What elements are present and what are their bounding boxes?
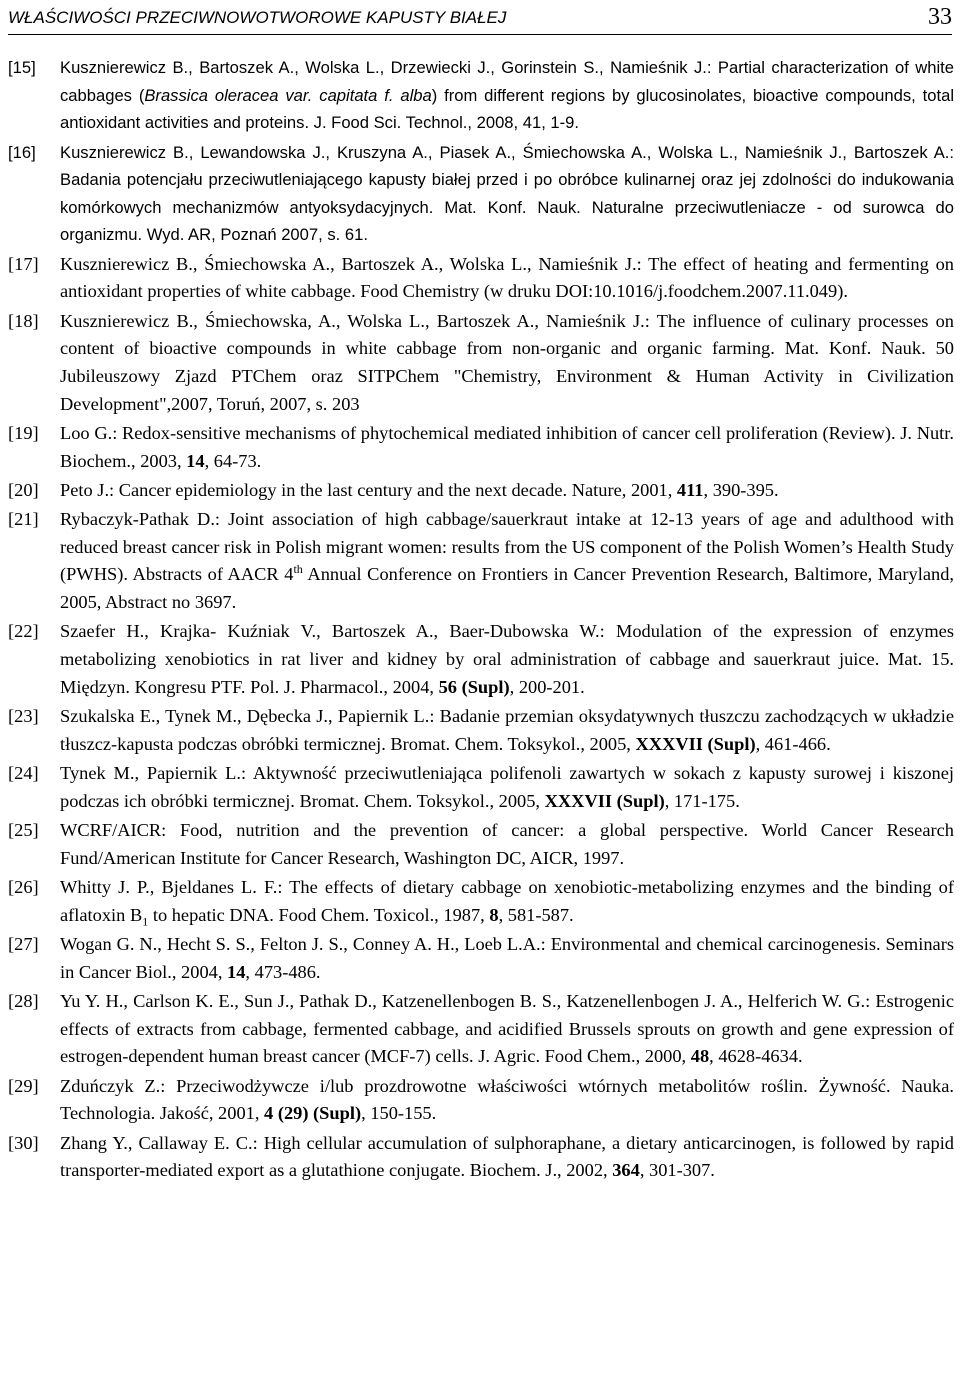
reference-number: [20] [8,479,39,500]
reference-18: [18] Kusznierewicz B., Śmiechowska, A., Wolska L., Bartoszek A., Namieśnik J.: The influence of culinary processes on content of bioactive compounds in white cabbage from non-organic and organic farming. Mat. Konf. Nauk. 50 Jubileuszowy Zjazd PTChem oraz SITPChem "Chemistry, Environment & Human Activity in Civilization Development",2007, Toruń, 2007, s. 203 [8,308,954,418]
reference-24: [24] Tynek M., Papiernik L.: Aktywność przeciwutleniająca polifenoli zawartych w sokach z kapusty surowej i kiszonej podczas ich obróbki termicznej. Bromat. Chem. Toksykol., 2005, XXXVII (Supl), 171-175. [8,760,954,815]
page-number: 33 [928,4,952,30]
reference-number: [23] [8,706,39,727]
reference-number: [24] [8,763,39,784]
reference-number: [22] [8,621,39,642]
reference-29: [29] Zduńczyk Z.: Przeciwodżywcze i/lub prozdrowotne właściwości wtórnych metabolitów roślin. Żywność. Nauka. Technologia. Jakość, 2001, 4 (29) (Supl), 150-155. [8,1073,954,1128]
reference-27: [27] Wogan G. N., Hecht S. S., Felton J. S., Conney A. H., Loeb L.A.: Environmental and chemical carcinogenesis. Seminars in Cancer Biol., 2004, 14, 473-486. [8,931,954,986]
reference-28: [28] Yu Y. H., Carlson K. E., Sun J., Pathak D., Katzenellenbogen B. S., Katzenellenbogen J. A., Helferich W. G.: Estrogenic effects of extracts from cabbage, fermented cabbage, and acidified Brussels sprouts on growth and gene expression of estrogen-dependent human breast cancer (MCF-7) cells. J. Agric. Food Chem., 2000, 48, 4628-4634. [8,988,954,1071]
reference-number: [18] [8,310,39,331]
reference-number: [28] [8,990,39,1011]
reference-25: [25] WCRF/AICR: Food, nutrition and the prevention of cancer: a global perspective. World Cancer Research Fund/American Institute for Cancer Research, Washington DC, AICR, 1997. [8,817,954,872]
reference-19: [19] Loo G.: Redox-sensitive mechanisms of phytochemical mediated inhibition of cancer cell proliferation (Review). J. Nutr. Biochem., 2003, 14, 64-73. [8,420,954,475]
reference-number: [26] [8,876,39,897]
reference-30: [30] Zhang Y., Callaway E. C.: High cellular accumulation of sulphoraphane, a dietary anticarcinogen, is followed by rapid transporter-mediated export as a glutathione conjugate. Biochem. J., 2002, 364, 301-307. [8,1130,954,1185]
reference-15: [15] Kusznierewicz B., Bartoszek A., Wolska L., Drzewiecki J., Gorinstein S., Namieśnik J.: Partial characterization of white cabbages (Brassica oleracea var. capitata f. alba) from different regions by glucosinolates, bioactive compounds, total antioxidant activities and proteins. J. Food Sci. Technol., 2008, 41, 1-9. [8,54,954,137]
reference-number: [27] [8,933,39,954]
reference-20: [20] Peto J.: Cancer epidemiology in the last century and the next decade. Nature, 2001, 411, 390-395. [8,477,954,505]
reference-16: [16] Kusznierewicz B., Lewandowska J., Kruszyna A., Piasek A., Śmiechowska A., Wolska L., Namieśnik J., Bartoszek A.: Badania potencjału przeciwutleniającego kapusty białej przed i po obróbce kulinarnej oraz jej zdolności do indukowania komórkowych mechanizmów antyoksydacyjnych. Mat. Konf. Nauk. Naturalne przeciwutleniacze - od surowca do organizmu. Wyd. AR, Poznań 2007, s. 61. [8,139,954,249]
reference-number: [17] [8,253,39,274]
reference-number: [19] [8,422,39,443]
reference-number: [29] [8,1075,39,1096]
reference-number: [25] [8,820,39,840]
reference-17: [17] Kusznierewicz B., Śmiechowska A., Bartoszek A., Wolska L., Namieśnik J.: The effect of heating and fermenting on antioxidant properties of white cabbage. Food Chemistry (w druku DOI:10.1016/j.foodchem.2007.11.049). [8,251,954,306]
reference-26: [26] Whitty J. P., Bjeldanes L. F.: The effects of dietary cabbage on xenobiotic-metabolizing enzymes and the binding of aflatoxin $B_1$ to hepatic DNA. Food Chem. Toxicol., 1987, 8, 581-587. [8,874,954,929]
reference-number: [21] [8,509,39,530]
reference-number: [15] [8,58,36,77]
running-header [8,4,952,35]
reference-23: [23] Szukalska E., Tynek M., Dębecka J., Papiernik L.: Badanie przemian oksydatywnych tłuszczu zachodzących w układzie tłuszcz-kapusta podczas obróbki termicznej. Bromat. Chem. Toksykol., 2005, XXXVII (Supl), 461-466. [8,703,954,758]
reference-22: [22] Szaefer H., Krajka- Kuźniak V., Bartoszek A., Baer-Dubowska W.: Modulation of the expression of enzymes metabolizing xenobiotics in rat liver and kidney by oral administration of cabbage and sauerkraut juice. Mat. 15. Międzyn. Kongresu PTF. Pol. J. Pharmacol., 2004, 56 (Supl), 200-201. [8,618,954,701]
reference-number: [30] [8,1132,39,1153]
running-title: WŁAŚCIWOŚCI PRZECIWNOWOTWOROWE KAPUSTY BIAŁEJ [8,8,507,27]
reference-number: [16] [8,142,36,162]
reference-list [8,54,954,1187]
reference-21: [21] Rybaczyk-Pathak D.: Joint association of high cabbage/sauerkraut intake at 12-13 years of age and adulthood with reduced breast cancer risk in Polish migrant women: results from the US component of the Polish Women’s Health Study (PWHS). Abstracts of AACR 4th Annual Conference on Frontiers in Cancer Prevention Research, Baltimore, Maryland, 2005, Abstract no 3697. [8,506,954,616]
